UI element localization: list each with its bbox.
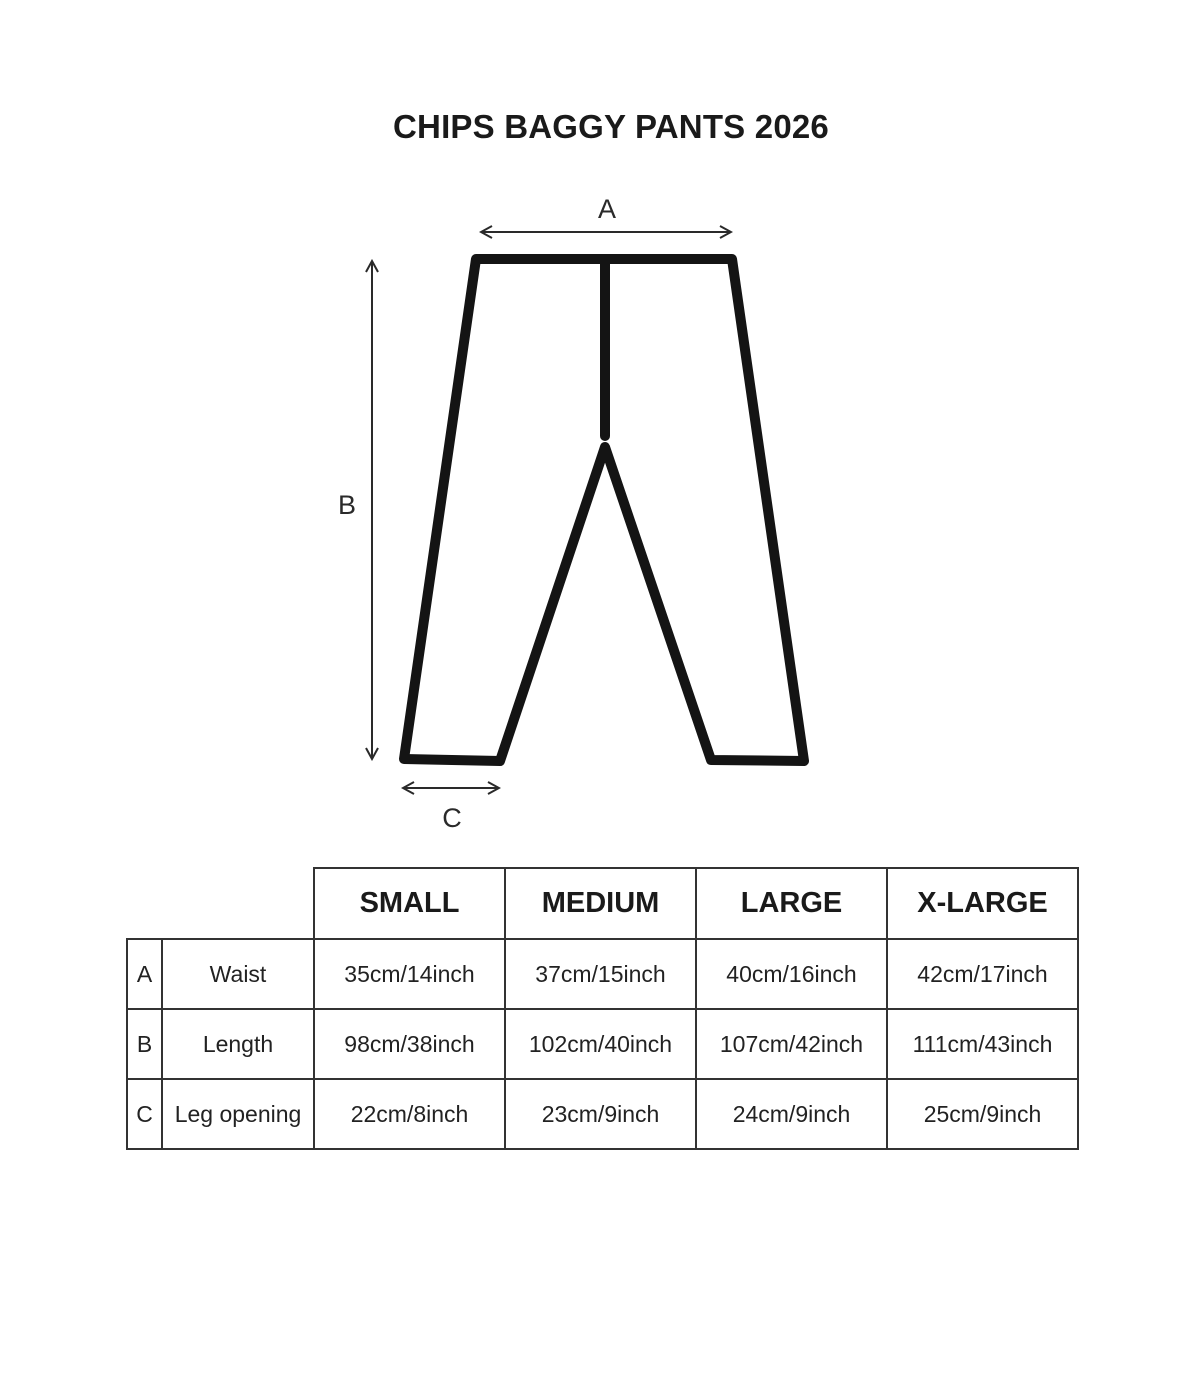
dimension-a-label: A (597, 194, 617, 224)
row-measure-label: Leg opening (162, 1079, 314, 1149)
table-cell: 111cm/43inch (887, 1009, 1078, 1079)
table-row-length (127, 1009, 1078, 1079)
row-key: B (127, 1009, 162, 1079)
table-cell: 107cm/42inch (696, 1009, 887, 1079)
table-cell: 23cm/9inch (505, 1079, 696, 1149)
table-cell: 40cm/16inch (696, 939, 887, 1009)
table-header-row (127, 868, 1078, 939)
size-header-large: LARGE (696, 868, 887, 939)
page-title: CHIPS BAGGY PANTS 2026 (393, 108, 829, 145)
table-corner-blank (162, 868, 314, 939)
size-header-x-large: X-LARGE (887, 868, 1078, 939)
table-row-leg-opening (127, 1079, 1078, 1149)
table-cell: 42cm/17inch (887, 939, 1078, 1009)
row-key: C (127, 1079, 162, 1149)
row-measure-label: Waist (162, 939, 314, 1009)
dimension-c-label: C (442, 803, 462, 833)
table-cell: 35cm/14inch (314, 939, 505, 1009)
table-row-waist (127, 939, 1078, 1009)
size-header-medium: MEDIUM (505, 868, 696, 939)
table-cell: 102cm/40inch (505, 1009, 696, 1079)
row-measure-label: Length (162, 1009, 314, 1079)
table-cell: 98cm/38inch (314, 1009, 505, 1079)
table-cell: 22cm/8inch (314, 1079, 505, 1149)
size-chart-table (126, 867, 1079, 1150)
table-cell: 37cm/15inch (505, 939, 696, 1009)
table-cell: 25cm/9inch (887, 1079, 1078, 1149)
dimension-b-label: B (337, 490, 357, 520)
row-key: A (127, 939, 162, 1009)
table-corner-blank (127, 868, 162, 939)
table-cell: 24cm/9inch (696, 1079, 887, 1149)
size-header-small: SMALL (314, 868, 505, 939)
